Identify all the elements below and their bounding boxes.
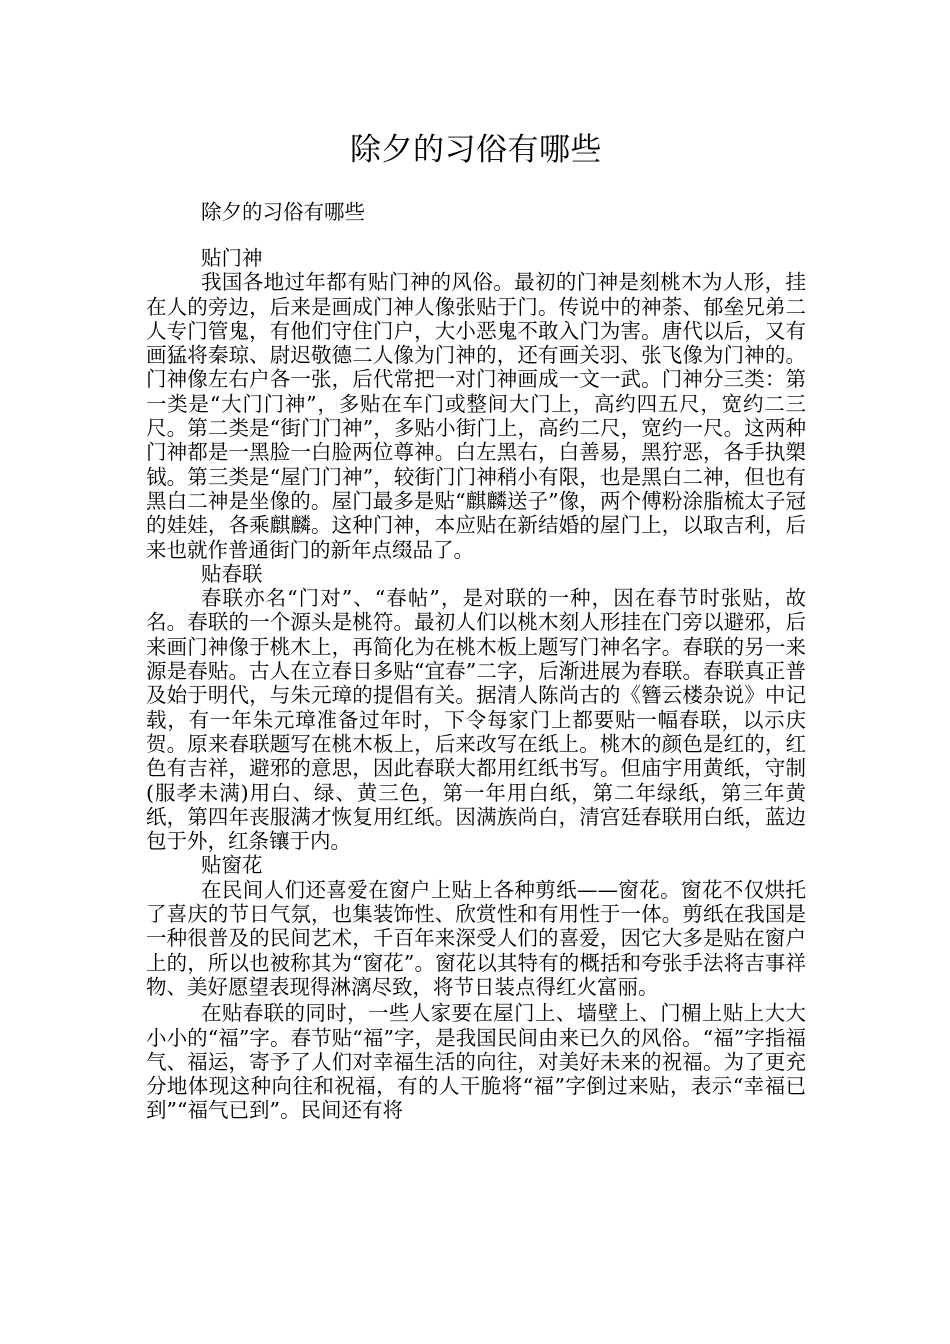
paragraph: 在民间人们还喜爱在窗户上贴上各种剪纸——窗花。窗花不仅烘托了喜庆的节日气氛，也集装饰性、欣赏性和有用性于一体。剪纸在我国是一种很普及的民间艺术，千百年来深受人们的喜爱，因它大多是贴在窗户上的，所以也被称其为“窗花”。窗花以其特有的概括和夸张手法将吉事祥物、美好愿望表现得淋漓尽致，将节日装点得红火富丽。 [146,877,806,999]
paragraph: 在贴春联的同时，一些人家要在屋门上、墙壁上、门楣上贴上大大小小的“福”字。春节贴“福”字，是我国民间由来已久的风俗。“福”字指福气、福运，寄予了人们对幸福生活的向往，对美好未来的祝福。为了更充分地体现这种向往和祝福，有的人干脆将“福”字倒过来贴，表示“幸福已到”“福气已到”。民间还有将 [146,1001,806,1123]
paragraph: 春联亦名“门对”、“春帖”，是对联的一种，因在春节时张贴，故名。春联的一个源头是桃符。最初人们以桃木刻人形挂在门旁以避邪，后来画门神像于桃木上，再简化为在桃木板上题写门神名字。春联的另一来源是春贴。古人在立春日多贴“宜春”二字，后渐进展为春联。春联真正普及始于明代，与朱元璋的提倡有关。据清人陈尚古的《簪云楼杂说》中记载，有一年朱元璋准备过年时，下令每家门上都要贴一幅春联，以示庆贺。原来春联题写在桃木板上，后来改写在纸上。桃木的颜色是红的，红色有吉祥，避邪的意思，因此春联大都用红纸书写。但庙宇用黄纸，守制(服孝未满)用白、绿、黄三色，第一年用白纸，第二年绿纸，第三年黄纸，第四年丧服满才恢复用红纸。因满族尚白，清宫廷春联用白纸，蓝边包于外，红条镶于内。 [146,586,806,854]
paragraph: 我国各地过年都有贴门神的风俗。最初的门神是刻桃木为人形，挂在人的旁边，后来是画成门神人像张贴于门。传说中的神荼、郁垒兄弟二人专门管鬼，有他们守住门户，大小恶鬼不敢入门为害。唐代以后，又有画猛将秦琼、尉迟敬德二人像为门神的，还有画关羽、张飞像为门神的。门神像左右户各一张，后代常把一对门神画成一文一武。门神分三类：第一类是“大门门神”，多贴在车门或整间大门上，高约四五尺，宽约二三尺。第二类是“街门门神”，多贴小街门上，高约二尺，宽约一尺。这两种门神都是一黑脸一白脸两位尊神。白左黑右，白善易，黑狞恶，各手执槊钺。第三类是“屋门门神”，较街门门神稍小有限，也是黑白二神，但也有黑白二神是坐像的。屋门最多是贴“麒麟送子”像，两个傅粉涂脂梳太子冠的娃娃，各乘麒麟。这种门神，本应贴在新结婚的屋门上，以取吉利，后来也就作普通街门的新年点缀品了。 [146,270,806,562]
section-spring-couplets [146,562,806,854]
document-title: 除夕的习俗有哪些 [350,132,602,168]
document-subtitle: 除夕的习俗有哪些 [201,200,365,224]
section-heading: 贴窗花 [201,853,263,878]
section-heading: 贴门神 [201,246,263,270]
section-heading: 贴春联 [201,561,263,586]
section-door-gods [146,246,806,562]
section-window-flowers [146,853,806,1122]
document-body [146,246,806,1123]
